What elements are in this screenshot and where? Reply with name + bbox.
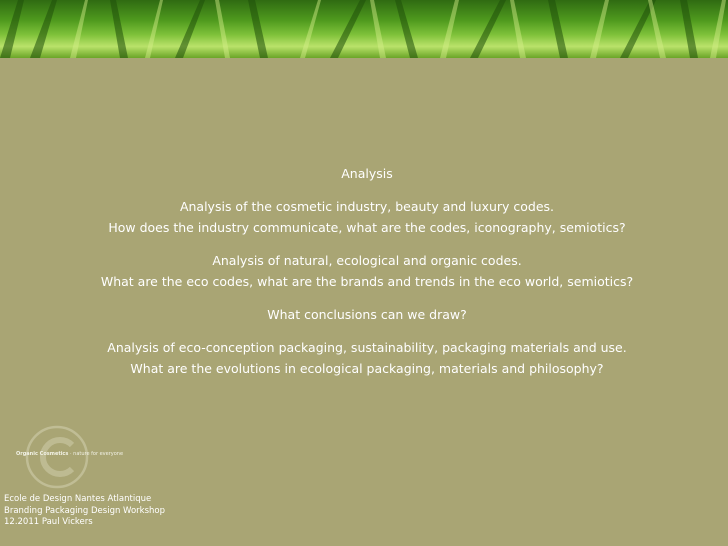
paragraph-4-line-2: What are the evolutions in ecological packaging, materials and philosophy? [130,361,604,376]
slide-body [0,163,728,379]
logo-text: Organic Cosmetics · nature for everyone [16,451,124,457]
footer-date-author: 12.2011 Paul Vickers [4,517,93,527]
slide-heading: Analysis [341,166,393,181]
footer-workshop: Branding Packaging Design Workshop [4,505,165,516]
logo-tagline: nature for everyone [73,451,124,457]
paragraph-1-line-1: Analysis of the cosmetic industry, beauty and luxury codes. [179,199,555,214]
paragraph-3-line-1: What conclusions can we draw? [267,307,467,322]
paragraph-2-line-1: Analysis of natural, ecological and organic codes. [212,253,522,268]
grass-banner-image [0,0,728,58]
paragraph-1-line-2: How does the industry communicate, what are the codes, iconography, semiotics? [108,220,626,235]
copyright-c-icon [17,425,93,489]
logo-name: Organic Cosmetics [16,451,69,457]
paragraph-4-line-1: Analysis of eco-conception packaging, sustainability, packaging materials and use. [107,340,627,355]
grass-blades [0,0,728,58]
footer-school: Ecole de Design Nantes Atlantique [4,494,152,504]
footer [4,494,165,529]
paragraph-2-line-2: What are the eco codes, what are the brands and trends in the eco world, semiotics? [100,274,634,289]
